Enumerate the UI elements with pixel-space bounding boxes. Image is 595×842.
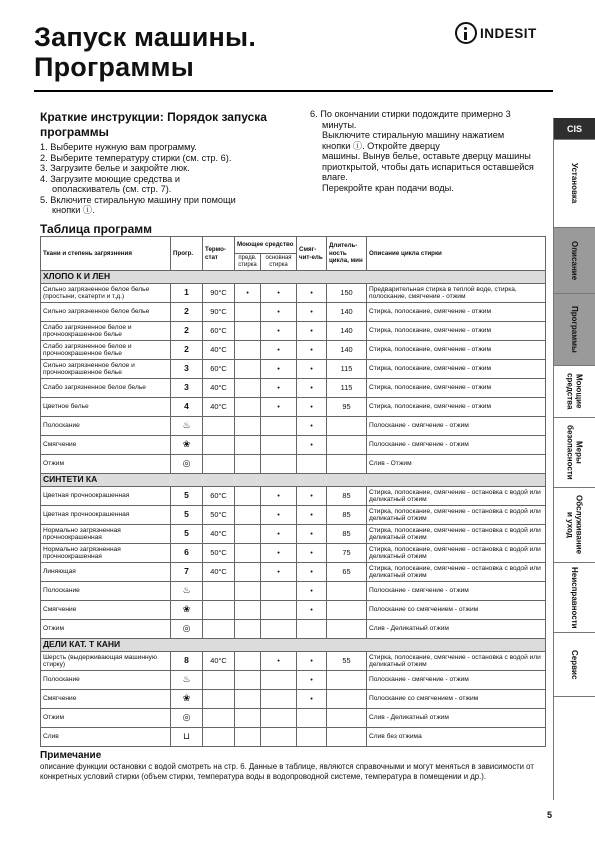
cell-description: Слив - Отжим xyxy=(367,455,546,474)
cell-duration: 140 xyxy=(327,341,367,360)
cell-temperature xyxy=(203,728,235,747)
cell-temperature: 90°C xyxy=(203,284,235,303)
cell-softener: • xyxy=(297,436,327,455)
cell-softener: • xyxy=(297,303,327,322)
cell-duration: 85 xyxy=(327,525,367,544)
cell-description: Стирка, полоскание, смягчение - остановка с водой или деликатный отжим xyxy=(367,506,546,525)
cell-fabric: Полоскание xyxy=(41,417,171,436)
cell-description: Слив без отжима xyxy=(367,728,546,747)
quick-step: Перекройте кран подачи воды. xyxy=(322,182,454,193)
cell-mainwash xyxy=(261,620,297,639)
cell-program: 3 xyxy=(171,360,203,379)
spin-icon: ◎ xyxy=(171,455,203,474)
header-description: Описание цикла стирки xyxy=(367,237,546,271)
cell-prewash xyxy=(235,322,261,341)
cell-program: 4 xyxy=(171,398,203,417)
cell-fabric: Сильно загрязненное белое и прочноокрашенное белье xyxy=(41,360,171,379)
cell-description: Стирка, полоскание, смягчение - остановка с водой или деликатный отжим xyxy=(367,563,546,582)
side-tab-label: Моющие средства xyxy=(565,373,584,410)
cell-temperature xyxy=(203,671,235,690)
page-title-line1: Запуск машины. xyxy=(34,22,257,52)
cell-softener: • xyxy=(297,582,327,601)
cell-description: Полоскание - смягчение - отжим xyxy=(367,671,546,690)
cell-fabric: Нормально загрязненная прочноокрашенная xyxy=(41,525,171,544)
page-title xyxy=(34,22,256,82)
cell-mainwash xyxy=(261,709,297,728)
quick-step: ополаскиватель (см. стр. 7). xyxy=(52,184,172,194)
cell-mainwash xyxy=(261,601,297,620)
quick-step: 2. Выберите температуру стирки (см. стр. 6). xyxy=(40,152,232,163)
cell-temperature xyxy=(203,417,235,436)
quick-step: 3. Загрузите белье и закройте люк. xyxy=(40,163,190,173)
cell-fabric: Отжим xyxy=(41,455,171,474)
cell-program: 5 xyxy=(171,525,203,544)
cell-softener: • xyxy=(297,398,327,417)
cell-duration: 85 xyxy=(327,487,367,506)
side-tab-label: Меры безопасности xyxy=(565,425,584,480)
cell-mainwash: • xyxy=(261,563,297,582)
quick-instructions-title: Краткие инструкции: Порядок запуска программы xyxy=(40,110,267,139)
cell-mainwash: • xyxy=(261,652,297,671)
cell-mainwash: • xyxy=(261,379,297,398)
cell-mainwash: • xyxy=(261,544,297,563)
cell-fabric: Линяющая xyxy=(41,563,171,582)
cell-prewash xyxy=(235,341,261,360)
cell-temperature xyxy=(203,601,235,620)
cell-temperature: 40°C xyxy=(203,379,235,398)
cell-softener: • xyxy=(297,417,327,436)
table-row xyxy=(41,341,546,360)
cell-duration: 65 xyxy=(327,563,367,582)
side-tab-label: Неисправности xyxy=(570,566,579,629)
cell-prewash xyxy=(235,601,261,620)
cell-duration xyxy=(327,728,367,747)
cell-temperature: 60°C xyxy=(203,322,235,341)
cell-mainwash: • xyxy=(261,303,297,322)
side-tab-label: Установка xyxy=(570,163,579,204)
cell-prewash xyxy=(235,506,261,525)
cell-duration: 140 xyxy=(327,303,367,322)
cell-mainwash xyxy=(261,690,297,709)
cell-softener xyxy=(297,728,327,747)
cell-mainwash xyxy=(261,728,297,747)
indesit-logo-icon xyxy=(455,22,477,44)
quick-step: кнопки ⓘ. xyxy=(52,205,95,215)
table-row xyxy=(41,563,546,582)
cell-softener xyxy=(297,709,327,728)
cell-mainwash xyxy=(261,436,297,455)
cell-program: 8 xyxy=(171,652,203,671)
section-header: СИНТЕТИ КА xyxy=(41,474,546,487)
table-row xyxy=(41,322,546,341)
cell-softener: • xyxy=(297,341,327,360)
cell-duration: 75 xyxy=(327,544,367,563)
cell-duration: 140 xyxy=(327,322,367,341)
cell-description: Стирка, полоскание, смягчение - остановка с водой или деликатный отжим xyxy=(367,652,546,671)
cell-prewash xyxy=(235,563,261,582)
side-tab[interactable] xyxy=(554,563,595,633)
cell-fabric: Слив xyxy=(41,728,171,747)
cell-duration xyxy=(327,709,367,728)
cell-softener: • xyxy=(297,544,327,563)
softener-icon: ❀ xyxy=(171,436,203,455)
cell-prewash xyxy=(235,379,261,398)
quick-step: 4. Загрузите моющие средства и xyxy=(40,173,180,184)
cell-duration: 115 xyxy=(327,360,367,379)
cell-softener: • xyxy=(297,690,327,709)
quick-instructions-steps xyxy=(40,142,290,216)
table-row xyxy=(41,728,546,747)
cell-softener: • xyxy=(297,487,327,506)
cell-mainwash: • xyxy=(261,284,297,303)
cell-duration xyxy=(327,455,367,474)
table-row xyxy=(41,652,546,671)
cell-description: Стирка, полоскание, смягчение - остановка с водой или деликатный отжим xyxy=(367,544,546,563)
note-text: описание функции остановки с водой смотреть на стр. 6. Данные в таблице, являются справочными и могут меняться в зависимости от конкретных условий стирки (объем стирки, температура воды в водопроводной системе, температура в помещении и др.). xyxy=(40,762,534,781)
section-header: ДЕЛИ КАТ. Т КАНИ xyxy=(41,639,546,652)
program-table xyxy=(40,236,546,747)
cell-description: Полоскание - смягчение - отжим xyxy=(367,436,546,455)
cell-duration xyxy=(327,601,367,620)
cell-mainwash xyxy=(261,582,297,601)
side-tab[interactable] xyxy=(554,294,595,366)
rinse-icon: ♨ xyxy=(171,671,203,690)
cell-prewash xyxy=(235,398,261,417)
cell-prewash xyxy=(235,544,261,563)
cell-temperature: 60°C xyxy=(203,360,235,379)
table-row xyxy=(41,436,546,455)
cell-temperature xyxy=(203,690,235,709)
cell-description: Стирка, полоскание, смягчение - отжим xyxy=(367,360,546,379)
cell-description: Слив - Деликатный отжим xyxy=(367,620,546,639)
cell-duration xyxy=(327,417,367,436)
table-row xyxy=(41,690,546,709)
cell-fabric: Сильно загрязненное белое белье (простыни, скатерти и т.д.) xyxy=(41,284,171,303)
table-row xyxy=(41,417,546,436)
cell-prewash xyxy=(235,671,261,690)
cell-prewash xyxy=(235,436,261,455)
cell-softener: • xyxy=(297,506,327,525)
side-tab-label: Программы xyxy=(570,306,579,353)
cell-softener: • xyxy=(297,360,327,379)
cell-prewash xyxy=(235,709,261,728)
cell-prewash xyxy=(235,360,261,379)
cell-description: Полоскание со смягчением - отжим xyxy=(367,690,546,709)
program-table-title: Таблица программ xyxy=(40,222,153,236)
side-navigation xyxy=(554,118,595,697)
cell-mainwash: • xyxy=(261,341,297,360)
cell-duration xyxy=(327,671,367,690)
table-row xyxy=(41,582,546,601)
cell-fabric: Смягчение xyxy=(41,690,171,709)
cell-description: Стирка, полоскание, смягчение - остановка с водой или деликатный отжим xyxy=(367,487,546,506)
quick-step: приоткрытой, чтобы дать испариться оставшейся xyxy=(322,161,534,172)
side-tab[interactable] xyxy=(554,140,595,228)
cell-temperature xyxy=(203,620,235,639)
cell-duration: 55 xyxy=(327,652,367,671)
header-detergent: Моющее средство xyxy=(235,237,297,254)
cell-fabric: Нормально загрязненная прочноокрашенная xyxy=(41,544,171,563)
quick-step: 5. Включите стиральную машину при помощи xyxy=(40,194,236,205)
page-number: 5 xyxy=(547,810,553,820)
table-row xyxy=(41,284,546,303)
cell-program: 1 xyxy=(171,284,203,303)
cell-fabric: Сильно загрязненное белое белье xyxy=(41,303,171,322)
quick-instructions-continued xyxy=(310,109,550,193)
cell-softener xyxy=(297,455,327,474)
cell-program: 2 xyxy=(171,341,203,360)
header-thermostat: Термо-стат xyxy=(203,237,235,271)
note-title: Примечание xyxy=(40,750,102,761)
side-tab[interactable] xyxy=(554,633,595,697)
softener-icon: ❀ xyxy=(171,601,203,620)
cell-program: 5 xyxy=(171,506,203,525)
side-tab-label: CIS xyxy=(566,123,582,134)
page-title-line2: Программы xyxy=(34,52,194,82)
rinse-icon: ♨ xyxy=(171,417,203,436)
cell-temperature: 50°C xyxy=(203,544,235,563)
cell-duration: 95 xyxy=(327,398,367,417)
cell-description: Стирка, полоскание, смягчение - отжим xyxy=(367,379,546,398)
cell-prewash xyxy=(235,728,261,747)
cell-fabric: Слабо загрязненное белое и прочноокрашенное белье xyxy=(41,322,171,341)
cell-fabric: Шерсть (выдерживающая машинную стирку) xyxy=(41,652,171,671)
cell-mainwash: • xyxy=(261,525,297,544)
side-tab-label: Описание xyxy=(570,240,579,281)
brand-logo xyxy=(455,22,537,44)
cell-softener: • xyxy=(297,652,327,671)
side-tab[interactable] xyxy=(554,366,595,418)
header-prewash: предв. стирка xyxy=(235,254,261,271)
cell-softener: • xyxy=(297,322,327,341)
cell-prewash xyxy=(235,417,261,436)
cell-duration xyxy=(327,690,367,709)
cell-temperature: 60°C xyxy=(203,487,235,506)
quick-step: минуты. xyxy=(322,119,357,130)
cell-description: Стирка, полоскание, смягчение - отжим xyxy=(367,398,546,417)
cell-softener: • xyxy=(297,671,327,690)
cell-temperature xyxy=(203,709,235,728)
cell-prewash xyxy=(235,652,261,671)
cell-fabric: Полоскание xyxy=(41,671,171,690)
table-row xyxy=(41,601,546,620)
cell-program: 3 xyxy=(171,379,203,398)
drain-icon: ⊔ xyxy=(171,728,203,747)
cell-duration xyxy=(327,620,367,639)
table-row xyxy=(41,525,546,544)
cell-fabric: Смягчение xyxy=(41,601,171,620)
cell-mainwash: • xyxy=(261,487,297,506)
header-softener: Смяг-чит-ель xyxy=(297,237,327,271)
spin-icon: ◎ xyxy=(171,709,203,728)
cell-fabric: Цветное белье xyxy=(41,398,171,417)
table-row xyxy=(41,620,546,639)
spin-icon: ◎ xyxy=(171,620,203,639)
cell-temperature: 90°C xyxy=(203,303,235,322)
cell-mainwash xyxy=(261,455,297,474)
side-tab[interactable] xyxy=(554,228,595,294)
cell-temperature xyxy=(203,436,235,455)
cell-description: Стирка, полоскание, смягчение - остановка с водой или деликатный отжим xyxy=(367,525,546,544)
cell-prewash: • xyxy=(235,284,261,303)
cell-temperature: 40°C xyxy=(203,563,235,582)
cell-softener xyxy=(297,620,327,639)
quick-step: влаге. xyxy=(322,172,348,182)
cell-prewash xyxy=(235,620,261,639)
table-row xyxy=(41,671,546,690)
cell-duration: 150 xyxy=(327,284,367,303)
cell-fabric: Полоскание xyxy=(41,582,171,601)
cell-duration: 115 xyxy=(327,379,367,398)
quick-step: Выключите стиральную машину нажатием xyxy=(322,130,505,140)
cell-duration xyxy=(327,582,367,601)
cell-prewash xyxy=(235,582,261,601)
table-row xyxy=(41,487,546,506)
cell-duration: 85 xyxy=(327,506,367,525)
table-row xyxy=(41,455,546,474)
cell-fabric: Отжим xyxy=(41,709,171,728)
rinse-icon: ♨ xyxy=(171,582,203,601)
quick-step: 6. По окончании стирки подождите примерно 3 xyxy=(310,109,511,119)
quick-step: 1. Выберите нужную вам программу. xyxy=(40,142,197,152)
cell-program: 2 xyxy=(171,322,203,341)
table-row xyxy=(41,544,546,563)
cell-prewash xyxy=(235,487,261,506)
cell-softener: • xyxy=(297,525,327,544)
table-row xyxy=(41,506,546,525)
table-row xyxy=(41,398,546,417)
table-row xyxy=(41,379,546,398)
cell-mainwash xyxy=(261,417,297,436)
cell-mainwash: • xyxy=(261,322,297,341)
cell-temperature xyxy=(203,582,235,601)
cell-prewash xyxy=(235,525,261,544)
cell-program: 6 xyxy=(171,544,203,563)
cell-temperature: 40°C xyxy=(203,652,235,671)
table-row xyxy=(41,360,546,379)
cell-softener: • xyxy=(297,379,327,398)
header-mainwash: основная стирка xyxy=(261,254,297,271)
cell-mainwash xyxy=(261,671,297,690)
cell-fabric: Слабо загрязненное белое белье xyxy=(41,379,171,398)
cell-mainwash: • xyxy=(261,360,297,379)
cell-description: Предварительная стирка в теплой воде, стирка, полоскание, смягчение - отжим xyxy=(367,284,546,303)
cell-description: Полоскание со смягчением - отжим xyxy=(367,601,546,620)
header-duration: Длитель-ность цикла, мин xyxy=(327,237,367,271)
side-tab[interactable] xyxy=(554,488,595,563)
cell-softener: • xyxy=(297,284,327,303)
side-divider xyxy=(553,118,554,800)
cell-program: 5 xyxy=(171,487,203,506)
cell-softener: • xyxy=(297,563,327,582)
cell-fabric: Смягчение xyxy=(41,436,171,455)
table-row xyxy=(41,709,546,728)
cell-fabric: Слабо загрязненное белое и прочноокрашенное белье xyxy=(41,341,171,360)
quick-step: кнопки ⓘ. Откройте дверцу xyxy=(322,140,440,151)
cell-program: 7 xyxy=(171,563,203,582)
cell-softener: • xyxy=(297,601,327,620)
cell-description: Полоскание - смягчение - отжим xyxy=(367,417,546,436)
cell-description: Полоскание - смягчение - отжим xyxy=(367,582,546,601)
cell-description: Стирка, полоскание, смягчение - отжим xyxy=(367,303,546,322)
brand-name: INDESIT xyxy=(480,25,537,41)
cell-mainwash: • xyxy=(261,506,297,525)
cell-prewash xyxy=(235,303,261,322)
cell-fabric: Цветная прочноокрашенная xyxy=(41,487,171,506)
cell-temperature: 40°C xyxy=(203,341,235,360)
header-program: Прогр. xyxy=(171,237,203,271)
cell-description: Слив - Деликатный отжим xyxy=(367,709,546,728)
quick-step: машины. Вынув белье, оставьте дверцу машины xyxy=(322,151,531,161)
cell-program: 2 xyxy=(171,303,203,322)
cell-description: Стирка, полоскание, смягчение - отжим xyxy=(367,322,546,341)
table-row xyxy=(41,303,546,322)
cell-temperature: 40°C xyxy=(203,398,235,417)
cell-temperature: 40°C xyxy=(203,525,235,544)
cell-description: Стирка, полоскание, смягчение - отжим xyxy=(367,341,546,360)
title-divider xyxy=(34,90,553,92)
cell-mainwash: • xyxy=(261,398,297,417)
cell-temperature: 50°C xyxy=(203,506,235,525)
side-tab[interactable] xyxy=(554,118,595,140)
cell-prewash xyxy=(235,690,261,709)
cell-fabric: Отжим xyxy=(41,620,171,639)
side-tab-label: Сервис xyxy=(570,649,579,680)
header-fabric: Ткани и степень загрязнения xyxy=(41,237,171,271)
cell-duration xyxy=(327,436,367,455)
side-tab-label: Обслуживание и уход xyxy=(565,495,584,555)
side-tab[interactable] xyxy=(554,418,595,488)
section-header: ХЛОПО К И ЛЕН xyxy=(41,271,546,284)
softener-icon: ❀ xyxy=(171,690,203,709)
cell-fabric: Цветная прочноокрашенная xyxy=(41,506,171,525)
cell-prewash xyxy=(235,455,261,474)
cell-temperature xyxy=(203,455,235,474)
